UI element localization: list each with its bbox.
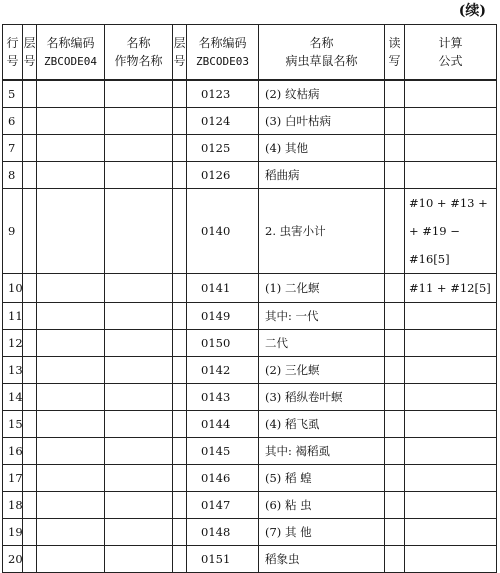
level-1-cell (23, 80, 37, 108)
code03-cell: 0151 (187, 546, 259, 573)
code04-cell (37, 274, 105, 303)
formula-cell (405, 357, 497, 384)
crop-name-cell (105, 357, 173, 384)
readonly-cell (385, 411, 405, 438)
level-2-cell (173, 357, 187, 384)
table-row (3, 162, 497, 189)
level-1-cell (23, 303, 37, 330)
row-number-cell: 12 (3, 330, 23, 357)
row-number-cell: 18 (3, 492, 23, 519)
crop-name-cell (105, 546, 173, 573)
table-row (3, 357, 497, 384)
readonly-cell (385, 546, 405, 573)
readonly-cell (385, 465, 405, 492)
pest-name-cell: 其中: 褐稻虱 (259, 438, 385, 465)
level-2-cell (173, 438, 187, 465)
pest-name-cell: (3) 稻纵卷叶螟 (259, 384, 385, 411)
crop-name-cell (105, 438, 173, 465)
level-2-cell (173, 492, 187, 519)
continued-label: (续) (458, 3, 486, 19)
code04-cell (37, 411, 105, 438)
crop-name-cell (105, 465, 173, 492)
crop-name-cell (105, 492, 173, 519)
crop-name-cell (105, 162, 173, 189)
crop-name-cell (105, 135, 173, 162)
readonly-cell (385, 384, 405, 411)
level-1-cell (23, 411, 37, 438)
pest-name-cell: (3) 白叶枯病 (259, 108, 385, 135)
code04-cell (37, 384, 105, 411)
header-formula: 计算 公式 (405, 25, 497, 81)
code04-cell (37, 162, 105, 189)
code04-cell (37, 546, 105, 573)
formula-cell (405, 519, 497, 546)
code04-cell (37, 465, 105, 492)
code04-cell (37, 357, 105, 384)
level-1-cell (23, 108, 37, 135)
crop-name-cell (105, 384, 173, 411)
code03-cell: 0141 (187, 274, 259, 303)
formula-cell (405, 384, 497, 411)
level-1-cell (23, 357, 37, 384)
row-number-cell: 20 (3, 546, 23, 573)
table-header-row (3, 25, 497, 81)
code03-cell: 0150 (187, 330, 259, 357)
formula-cell (405, 546, 497, 573)
level-2-cell (173, 135, 187, 162)
code03-cell: 0123 (187, 80, 259, 108)
formula-cell (405, 330, 497, 357)
pest-name-cell: (1) 二化螟 (259, 274, 385, 303)
code04-cell (37, 80, 105, 108)
table-row (3, 80, 497, 108)
pest-name-cell: (4) 其他 (259, 135, 385, 162)
table-row (3, 108, 497, 135)
level-2-cell (173, 108, 187, 135)
row-number-cell: 19 (3, 519, 23, 546)
level-2-cell (173, 411, 187, 438)
formula-cell (405, 438, 497, 465)
row-number-cell: 10 (3, 274, 23, 303)
readonly-cell (385, 357, 405, 384)
level-2-cell (173, 303, 187, 330)
crop-name-cell (105, 80, 173, 108)
table-row (3, 135, 497, 162)
formula-cell: #10 + #13 + + #19 − #16[5] (405, 189, 497, 274)
table-row (3, 330, 497, 357)
header-level-2: 层 号 (173, 25, 187, 81)
code04-cell (37, 438, 105, 465)
code04-cell (37, 330, 105, 357)
level-2-cell (173, 330, 187, 357)
readonly-cell (385, 519, 405, 546)
header-readonly: 读 写 (385, 25, 405, 81)
row-number-cell: 7 (3, 135, 23, 162)
pest-name-cell: 稻曲病 (259, 162, 385, 189)
code03-cell: 0146 (187, 465, 259, 492)
formula-cell (405, 162, 497, 189)
level-2-cell (173, 80, 187, 108)
crop-name-cell (105, 274, 173, 303)
level-1-cell (23, 135, 37, 162)
level-2-cell (173, 465, 187, 492)
crop-name-cell (105, 519, 173, 546)
code03-cell: 0145 (187, 438, 259, 465)
formula-cell (405, 80, 497, 108)
pest-name-cell: (4) 稻飞虱 (259, 411, 385, 438)
readonly-cell (385, 492, 405, 519)
level-2-cell (173, 274, 187, 303)
formula-cell (405, 465, 497, 492)
code04-cell (37, 135, 105, 162)
table-row (3, 519, 497, 546)
code03-cell: 0147 (187, 492, 259, 519)
code03-cell: 0125 (187, 135, 259, 162)
code04-cell (37, 303, 105, 330)
table-row (3, 465, 497, 492)
row-number-cell: 11 (3, 303, 23, 330)
level-1-cell (23, 465, 37, 492)
row-number-cell: 9 (3, 189, 23, 274)
header-row-no: 行 号 (3, 25, 23, 81)
code04-cell (37, 492, 105, 519)
table-row (3, 189, 497, 274)
level-1-cell (23, 546, 37, 573)
header-code04: 名称编码 ZBCODE04 (37, 25, 105, 81)
level-2-cell (173, 519, 187, 546)
row-number-cell: 8 (3, 162, 23, 189)
row-number-cell: 6 (3, 108, 23, 135)
row-number-cell: 14 (3, 384, 23, 411)
level-1-cell (23, 330, 37, 357)
code03-cell: 0149 (187, 303, 259, 330)
readonly-cell (385, 135, 405, 162)
header-crop-name: 名称 作物名称 (105, 25, 173, 81)
crop-name-cell (105, 330, 173, 357)
level-1-cell (23, 162, 37, 189)
code04-cell (37, 519, 105, 546)
level-1-cell (23, 384, 37, 411)
crop-name-cell (105, 108, 173, 135)
level-2-cell (173, 189, 187, 274)
header-pest-name: 名称 病虫草鼠名称 (259, 25, 385, 81)
pest-name-cell: 2. 虫害小计 (259, 189, 385, 274)
formula-cell (405, 108, 497, 135)
readonly-cell (385, 438, 405, 465)
level-1-cell (23, 438, 37, 465)
row-number-cell: 15 (3, 411, 23, 438)
crop-name-cell (105, 303, 173, 330)
readonly-cell (385, 189, 405, 274)
level-2-cell (173, 384, 187, 411)
formula-cell: #11 + #12[5] (405, 274, 497, 303)
level-2-cell (173, 162, 187, 189)
pest-name-cell: (7) 其 他 (259, 519, 385, 546)
readonly-cell (385, 80, 405, 108)
pest-name-cell: 稻象虫 (259, 546, 385, 573)
code04-cell (37, 108, 105, 135)
level-2-cell (173, 546, 187, 573)
table-row (3, 274, 497, 303)
readonly-cell (385, 330, 405, 357)
readonly-cell (385, 303, 405, 330)
formula-cell (405, 411, 497, 438)
row-number-cell: 5 (3, 80, 23, 108)
row-number-cell: 13 (3, 357, 23, 384)
header-level-1: 层 号 (23, 25, 37, 81)
header-code03: 名称编码 ZBCODE03 (187, 25, 259, 81)
pest-name-cell: (2) 三化螟 (259, 357, 385, 384)
code03-cell: 0126 (187, 162, 259, 189)
code03-cell: 0143 (187, 384, 259, 411)
level-1-cell (23, 274, 37, 303)
code03-cell: 0124 (187, 108, 259, 135)
readonly-cell (385, 162, 405, 189)
level-1-cell (23, 492, 37, 519)
pest-name-cell: (2) 纹枯病 (259, 80, 385, 108)
table-row (3, 546, 497, 573)
table-row (3, 492, 497, 519)
pest-name-cell: (6) 粘 虫 (259, 492, 385, 519)
formula-cell (405, 135, 497, 162)
pest-name-cell: 二代 (259, 330, 385, 357)
level-1-cell (23, 519, 37, 546)
pest-name-cell: (5) 稻 蝗 (259, 465, 385, 492)
crop-name-cell (105, 411, 173, 438)
crop-name-cell (105, 189, 173, 274)
code03-cell: 0142 (187, 357, 259, 384)
formula-cell (405, 492, 497, 519)
readonly-cell (385, 274, 405, 303)
pest-name-cell: 其中: 一代 (259, 303, 385, 330)
table-row (3, 303, 497, 330)
formula-cell (405, 303, 497, 330)
readonly-cell (385, 108, 405, 135)
code04-cell (37, 189, 105, 274)
code03-cell: 0140 (187, 189, 259, 274)
indicator-table (2, 24, 497, 573)
row-number-cell: 16 (3, 438, 23, 465)
table-row (3, 411, 497, 438)
code03-cell: 0148 (187, 519, 259, 546)
row-number-cell: 17 (3, 465, 23, 492)
code03-cell: 0144 (187, 411, 259, 438)
table-row (3, 438, 497, 465)
level-1-cell (23, 189, 37, 274)
table-row (3, 384, 497, 411)
